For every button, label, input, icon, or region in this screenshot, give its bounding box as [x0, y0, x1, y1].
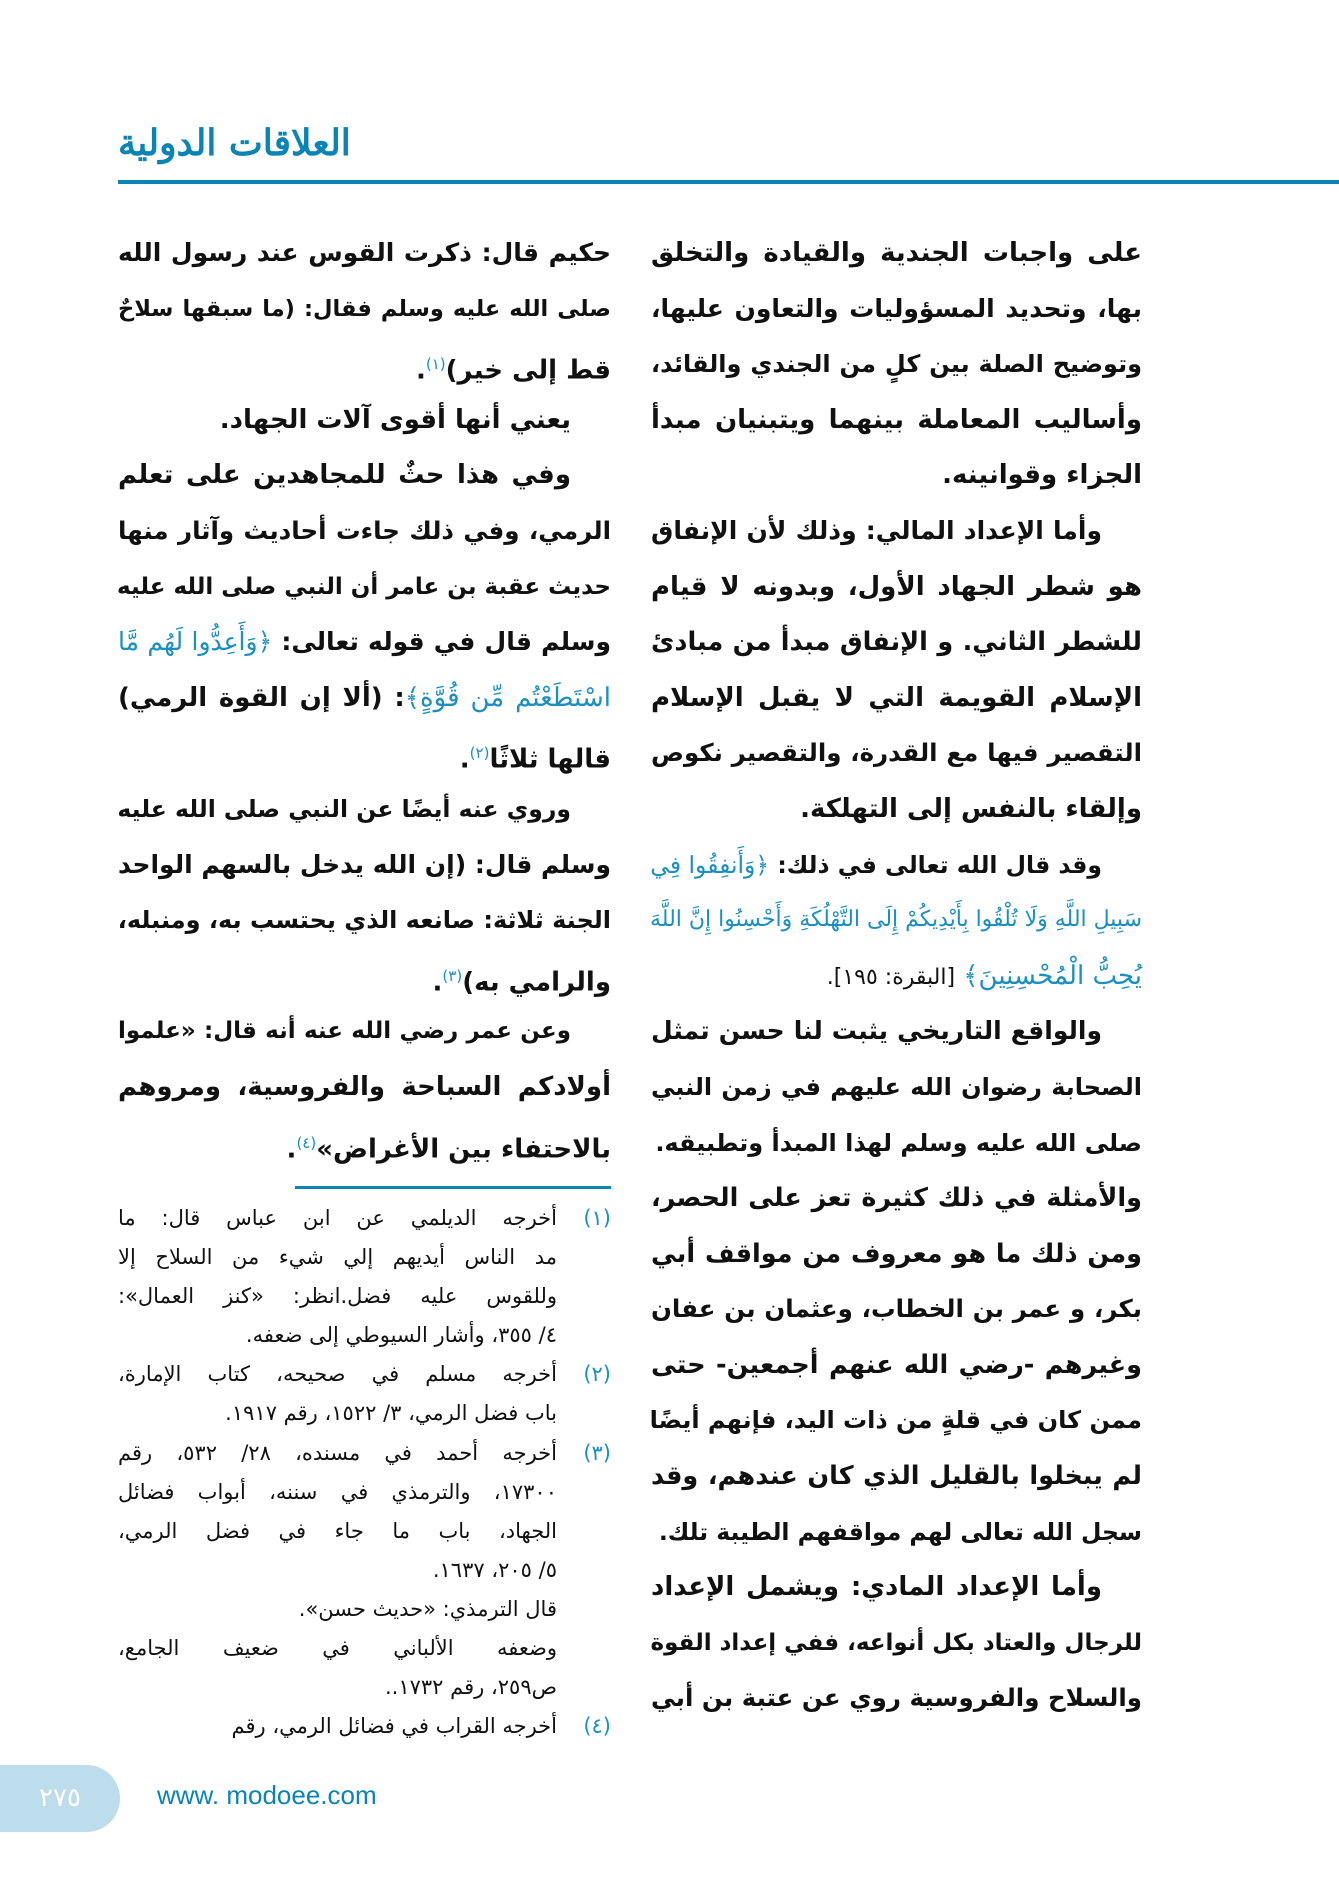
text-line: [651, 286, 1142, 342]
footnote-text: وضعفه الألباني في ضعيف الجامع،: [118, 1636, 557, 1661]
text-line: [651, 730, 1142, 786]
text-segment: .: [432, 967, 443, 998]
footnote-number: (٢): [583, 1362, 611, 1387]
text-segment: ممن كان في قلةٍ من ذات اليد، فإنهم أيضًا: [649, 1406, 1142, 1435]
text-line: [118, 1008, 611, 1064]
hadith-quote: قالها ثلاثًا: [489, 745, 611, 775]
text-line: [651, 953, 1142, 1009]
text-segment: ومن ذلك ما هو معروف من مواقف أبي: [651, 1238, 1142, 1269]
text-line: [118, 730, 611, 786]
footnote-text: أخرجه مسلم في صحيحه، كتاب الإمارة،: [118, 1362, 557, 1387]
text-segment: وفي هذا حثٌ للمجاهدين على تعلم: [118, 460, 571, 491]
text-line: [118, 953, 611, 1009]
text-line: [118, 842, 611, 898]
text-segment: وروي عنه أيضًا عن النبي صلى الله عليه: [117, 794, 571, 823]
running-header-title: العلاقات الدولية: [118, 122, 351, 164]
text-segment: وإلقاء بالنفس إلى التهلكة.: [800, 793, 1142, 824]
footnote-text: باب فضل الرمي، ٣/ ١٥٢٢، رقم ١٩١٧.: [225, 1401, 557, 1426]
text-line: [651, 1120, 1142, 1176]
footnote-text: مد الناس أيديهم إلي شيء من السلاح إلا: [118, 1245, 557, 1270]
text-segment: لم يبخلوا بالقليل الذي كان عندهم، وقد: [651, 1461, 1142, 1492]
text-segment: للشطر الثاني. و الإنفاق مبدأ من مبادئ: [651, 627, 1142, 658]
quran-verse: ﴿وَأَنفِقُوا فِي: [650, 850, 770, 879]
text-line: [651, 1675, 1142, 1731]
footnote-line: [118, 1708, 611, 1747]
footnote-text: ٥/ ٢٠٥، ١٦٣٧.: [432, 1557, 557, 1582]
text-line: [651, 1175, 1142, 1231]
text-segment: يعني أنها أقوى آلات الجهاد.: [219, 404, 571, 435]
footnote-text: أخرجه الديلمي عن ابن عباس قال: ما: [118, 1206, 557, 1230]
text-line: [651, 1008, 1142, 1064]
text-line: [118, 397, 611, 453]
text-segment: والسلاح والفروسية روي عن عتبة بن أبي: [651, 1683, 1142, 1713]
text-segment: بها، وتحديد المسؤوليات والتعاون عليها،: [651, 293, 1142, 323]
text-segment: الصحابة رضوان الله عليهم في زمن النبي: [651, 1072, 1142, 1101]
footnote-line: [118, 1200, 611, 1239]
text-line: [118, 675, 611, 731]
text-line: [651, 341, 1142, 397]
text-line: [651, 1509, 1142, 1565]
footnote-line: [118, 1474, 611, 1513]
text-segment: حكيم قال: ذكرت القوس عند رسول الله: [118, 238, 611, 267]
text-segment: .: [286, 1134, 297, 1165]
footnote-line: [118, 1278, 611, 1317]
text-line: [118, 508, 611, 564]
text-segment: بكر، و عمر بن الخطاب، وعثمان بن عفان: [651, 1294, 1142, 1324]
text-segment: والواقع التاريخي يثبت لنا حسن تمثل: [651, 1016, 1102, 1046]
text-segment: الجزاء وقوانينه.: [942, 460, 1142, 491]
text-line: [118, 1064, 611, 1120]
text-segment: وأما الإعداد المالي: وذلك لأن الإنفاق: [651, 515, 1102, 545]
left-text-column: [118, 230, 611, 1175]
text-segment: سجل الله تعالى لهم مواقفهم الطيبة تلك.: [658, 1517, 1142, 1546]
hadith-quote: (ما سبقها سلاحٌ: [118, 295, 295, 322]
footnote-ref[interactable]: (٣): [442, 966, 463, 985]
text-line: [651, 675, 1142, 731]
footnote-number: (١): [583, 1206, 611, 1230]
footnote-line: [118, 1395, 611, 1434]
footnote-line: [118, 1513, 611, 1552]
text-segment: بالاحتفاء بين الأغراض»: [316, 1134, 611, 1165]
text-line: [118, 452, 611, 508]
text-segment: وتوضيح الصلة بين كلٍ من الجندي والقائد،: [651, 350, 1142, 379]
hadith-quote: والرامي به): [462, 967, 611, 998]
text-line: [118, 286, 611, 342]
footnote-ref[interactable]: (١): [425, 355, 446, 374]
text-line: [118, 786, 611, 842]
footnote-line: [118, 1356, 611, 1395]
text-line: [651, 1564, 1142, 1620]
text-segment: أولادكم السباحة والفروسية، ومروهم: [118, 1071, 611, 1102]
footnote-separator: [295, 1186, 611, 1189]
text-segment: والأمثلة في ذلك كثيرة تعز على الحصر،: [651, 1183, 1142, 1214]
footnote-ref[interactable]: (٢): [469, 744, 490, 763]
text-line: [118, 897, 611, 953]
text-segment: صلى الله عليه وسلم لهذا المبدأ وتطبيقه.: [655, 1128, 1142, 1157]
text-line: [118, 341, 611, 397]
text-segment: وسلم قال في قوله تعالى:: [272, 627, 612, 657]
text-line: [651, 230, 1142, 286]
quran-verse: ﴿وَأَعِدُّوا لَهُم مَّا: [118, 627, 273, 657]
text-segment: وسلم قال:: [466, 849, 611, 879]
text-line: [118, 1120, 611, 1176]
text-line: [651, 1453, 1142, 1509]
footnote-text: أخرجه القراب في فضائل الرمي، رقم: [231, 1714, 557, 1739]
footnote-text: أخرجه أحمد في مسنده، ٢٨/ ٥٣٢، رقم: [118, 1440, 557, 1465]
text-segment: للرجال والعتاد بكل أنواعه، ففي إعداد القوة: [650, 1629, 1142, 1656]
text-line: [651, 1231, 1142, 1287]
text-line: [651, 1064, 1142, 1120]
text-line: [118, 230, 611, 286]
footnote-line: [118, 1630, 611, 1669]
footnote-text: الجهاد، باب ما جاء في فضل الرمي،: [118, 1518, 557, 1543]
text-segment: وغيرهم -رضي الله عنهم أجمعين- حتى: [651, 1349, 1142, 1380]
footnote-line: [118, 1552, 611, 1591]
footnote-ref[interactable]: (٤): [296, 1133, 317, 1152]
text-segment: هو شطر الجهاد الأول، وبدونه لا قيام: [651, 571, 1142, 602]
footnote-line: [118, 1317, 611, 1356]
text-line: [651, 508, 1142, 564]
text-segment: التقصير فيها مع القدرة، والتقصير نكوص: [651, 738, 1142, 768]
footnote-text: ص٢٥٩، رقم ١٧٣٢..: [384, 1675, 557, 1700]
text-line: [651, 619, 1142, 675]
footnote-line: [118, 1669, 611, 1708]
hadith-quote: قط إلى خير): [445, 355, 611, 386]
text-segment: على واجبات الجندية والقيادة والتخلق: [651, 238, 1142, 268]
hadith-quote: (ألا إن القوة الرمي): [118, 682, 383, 713]
footnote-line: [118, 1591, 611, 1630]
footnote-line: [118, 1239, 611, 1278]
header-rule: [118, 180, 1339, 184]
text-segment: وقد قال الله تعالى في ذلك:: [769, 850, 1102, 879]
text-segment: :: [382, 682, 405, 713]
text-segment: حديث عقبة بن عامر أن النبي صلى الله عليه: [117, 573, 611, 600]
footnote-line: [118, 1435, 611, 1474]
footnote-number: (٤): [583, 1714, 611, 1739]
footnote-text: قال الترمذي: «حديث حسن».: [298, 1596, 557, 1621]
text-line: [651, 1620, 1142, 1676]
text-segment: وأساليب المعاملة بينهما ويتبنيان مبدأ: [651, 404, 1142, 435]
text-line: [651, 397, 1142, 453]
text-segment: .: [415, 355, 426, 386]
text-line: [651, 1397, 1142, 1453]
text-line: [651, 1286, 1142, 1342]
website-link[interactable]: www. modoee.com: [157, 1780, 377, 1810]
text-line: [651, 564, 1142, 620]
text-line: [118, 564, 611, 620]
text-line: [651, 897, 1142, 953]
text-line: [651, 842, 1142, 898]
text-segment: .: [459, 745, 470, 775]
text-segment: الرمي، وفي ذلك جاءت أحاديث وآثار منها: [118, 515, 611, 545]
text-line: [651, 786, 1142, 842]
hadith-quote: (إن الله يدخل بالسهم الواحد: [118, 849, 467, 879]
text-line: [651, 452, 1142, 508]
verse-reference: [البقرة: ١٩٥].: [826, 964, 956, 990]
text-segment: وعن عمر رضي الله عنه أنه قال: «علموا: [118, 1018, 571, 1045]
quran-verse: يُحِبُّ الْمُحْسِنِينَ﴾: [955, 960, 1142, 991]
text-segment: صلى الله عليه وسلم فقال:: [294, 295, 611, 322]
footnotes: [118, 1200, 611, 1747]
quran-verse: اسْتَطَعْتُم مِّن قُوَّةٍ﴾: [404, 682, 611, 713]
hadith-quote: الجنة ثلاثة: صانعه الذي يحتسب به، ومنبله،: [117, 906, 611, 935]
quran-verse: سَبِيلِ اللَّهِ وَلَا تُلْقُوا بِأَيْدِيكُمْ إِلَى التَّهْلُكَةِ وَأَحْسِنُوا إِنَّ اللَّهَ: [649, 907, 1142, 933]
text-segment: الإسلام القويمة التي لا يقبل الإسلام: [651, 682, 1142, 713]
text-line: [118, 619, 611, 675]
footnote-text: ٤/ ٣٥٥، وأشار السيوطي إلى ضعفه.: [245, 1323, 557, 1348]
page-number-badge: ٢٧٥: [0, 1765, 120, 1832]
text-segment: وأما الإعداد المادي: ويشمل الإعداد: [651, 1572, 1102, 1603]
right-text-column: [651, 230, 1142, 1731]
footnote-number: (٣): [583, 1440, 611, 1465]
text-line: [651, 1342, 1142, 1398]
footnote-text: وللقوس عليه فضل.انظر: «كنز العمال»:: [118, 1284, 557, 1309]
footnote-text: ١٧٣٠٠، والترمذي في سننه، أبواب فضائل: [118, 1479, 557, 1504]
